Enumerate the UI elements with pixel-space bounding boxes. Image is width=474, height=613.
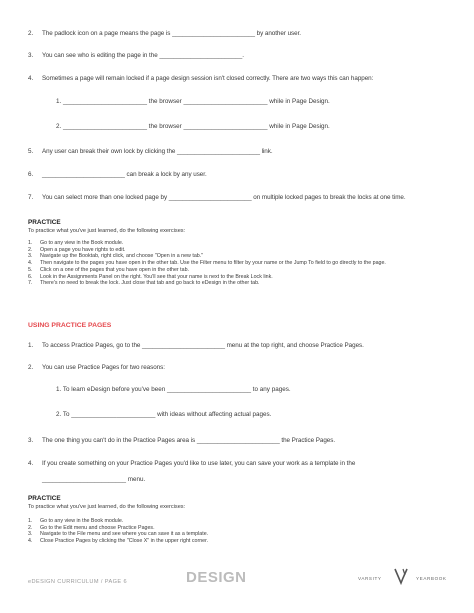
list-item: 2. Go to the Edit menu and choose Practice Pages.: [28, 524, 155, 531]
question-4-item-1: 1. ________________________ the browser ________________________ while in Page Design.: [56, 98, 330, 105]
section2-question-4-continuation: ________________________ menu.: [42, 476, 146, 483]
question-7: 7. You can select more than one locked page by ________________________ on multiple locked pages to break the locks at one time.: [28, 194, 406, 201]
section-heading-practice-pages: USING PRACTICE PAGES: [28, 322, 112, 329]
practice-heading-1: PRACTICE: [28, 219, 61, 226]
practice-list-2: [28, 518, 208, 545]
question-5: 5. Any user can break their own lock by clicking the ________________________ link.: [28, 148, 273, 155]
brand-varsity: VARSITY: [358, 576, 382, 581]
list-item: 5. Click on a one of the pages that you have open in the other tab.: [28, 266, 190, 273]
section2-question-4: 4. If you create something on your Practice Pages you'd like to use later, you can save your work as a template in the: [28, 460, 356, 467]
list-item: 6. Look in the Assignments Panel on the right. You'll see that your name is next to the Break Lock link.: [28, 273, 273, 280]
list-item: 1. Go to any view in the Book module.: [28, 240, 124, 246]
practice-list-1: [28, 240, 386, 287]
practice-intro-1: To practice what you've just learned, do the following exercises:: [28, 228, 186, 234]
edesign-logo: DESIGN: [186, 569, 247, 586]
footer-page-label: eDESIGN CURRICULUM / PAGE 6: [28, 579, 127, 585]
practice-intro-2: To practice what you've just learned, do the following exercises:: [28, 504, 186, 510]
list-item: 1. Go to any view in the Book module.: [28, 518, 124, 524]
section2-question-2-item-1: 1. To learn eDesign before you've been ________________________ to any pages.: [56, 386, 291, 393]
practice-heading-2: PRACTICE: [28, 495, 61, 502]
section2-question-2-item-2: 2. To ________________________ with ideas without affecting actual pages.: [56, 411, 272, 418]
section2-question-1: 1. To access Practice Pages, go to the ________________________ menu at the top right, and choose Practice Pages.: [28, 342, 364, 349]
list-item: 7. There's no need to break the lock. Just close that tab and go back to eDesign in the other tab.: [28, 280, 260, 287]
question-2: 2. The padlock icon on a page means the page is ________________________ by another user.: [28, 30, 301, 37]
question-4-item-2: 2. ________________________ the browser ________________________ while in Page Design.: [56, 123, 330, 130]
question-6: 6. ________________________ can break a lock by any user.: [28, 171, 207, 178]
section2-question-2: 2. You can use Practice Pages for two reasons:: [28, 364, 165, 371]
question-3: 3. You can see who is editing the page in the ________________________.: [28, 52, 244, 59]
list-item: 4. Then navigate to the pages you have open in the other tab. Use the Filter menu to filter by your name or the Jump To field to go directly to the page.: [28, 260, 386, 267]
section2-question-3: 3. The one thing you can't do in the Practice Pages area is ________________________ the Practice Pages.: [28, 437, 336, 444]
list-item: 3. Navigate up the Booktab, right click, and choose "Open in a new tab.": [28, 253, 204, 260]
list-item: 2. Open a page you have rights to edit.: [28, 246, 126, 253]
list-item: 4. Close Practice Pages by clicking the "Close X" in the upper right corner.: [28, 538, 209, 545]
question-4: 4. Sometimes a page will remain locked if a page design session isn't closed correctly. There are two ways this can happen:: [28, 75, 374, 82]
varsity-yearbook-logo-icon: [392, 566, 412, 586]
brand-yearbook: YEARBOOK: [416, 576, 447, 581]
list-item: 3. Navigate to the File menu and see where you can save it as a template.: [28, 531, 209, 538]
